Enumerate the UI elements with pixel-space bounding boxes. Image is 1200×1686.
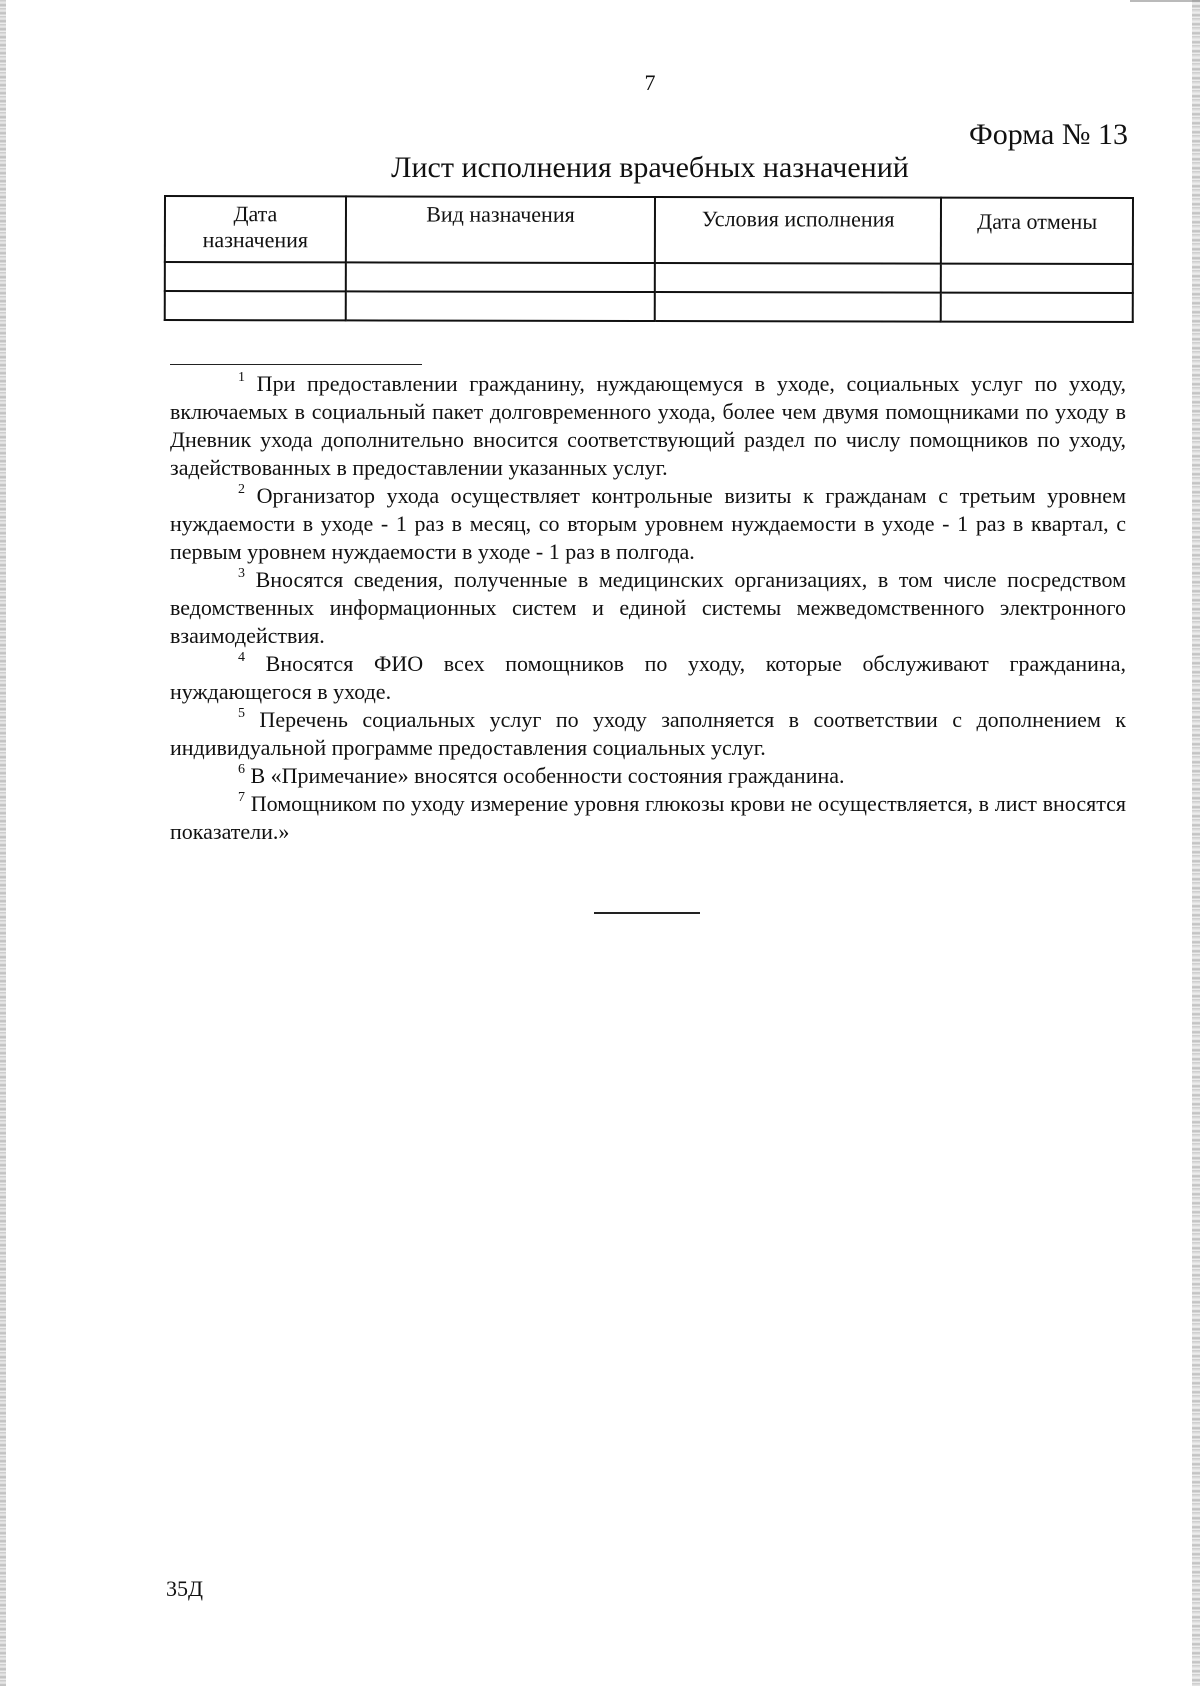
footnote-7: [170, 790, 1126, 846]
table-cell: [165, 262, 346, 291]
footnote-text: Организатор ухода осуществляет контрольные визиты к гражданам с третьим уровнем нуждаемости в уходе - 1 раз в месяц, со вторым уровнем нуждаемости в уходе - 1 раз в квартал, с первым уровнем нуждаемости в уходе - 1 раз в полгода.: [170, 483, 1126, 564]
footnote-6: [170, 762, 1126, 790]
orders-table: [164, 195, 1134, 323]
footnote-text: Вносятся ФИО всех помощников по уходу, которые обслуживают гражданина, нуждающегося в уходе.: [170, 651, 1126, 704]
scan-edge-right: [1192, 0, 1200, 1686]
end-of-document-rule: [594, 912, 700, 914]
table-cell: [346, 262, 655, 292]
table-cell: [941, 264, 1133, 293]
footnote-mark: 1: [238, 370, 245, 385]
footnote-text: Перечень социальных услуг по уходу заполняется в соответствии с дополнением к индивидуальной программе предоставления социальных услуг.: [170, 707, 1126, 760]
footnote-4: [170, 650, 1126, 706]
table-cell: [346, 291, 655, 321]
form-number: Форма № 13: [969, 118, 1128, 151]
table-cell: [655, 292, 941, 322]
footnote-text: Вносятся сведения, полученные в медицинских организациях, в том числе посредством ведомственных информационных систем и единой системы межведомственного электронного взаимодействия.: [170, 567, 1126, 648]
document-code: 35Д: [166, 1576, 204, 1601]
header-cell-conditions: Условия исполнения: [655, 197, 941, 264]
scan-edge-left: [0, 0, 6, 1686]
footnote-3: [170, 566, 1126, 650]
footnote-text: При предоставлении гражданину, нуждающемуся в уходе, социальных услуг по уходу, включаемых в социальный пакет долговременного ухода, более чем двумя помощниками по уходу в Дневник ухода дополнительно вносится соответствующий раздел по числу помощников по уходу, задействованных в предоставлении указанных услуг.: [170, 371, 1126, 480]
footnote-mark: 5: [238, 706, 245, 721]
header-cell-order-type: Вид назначения: [346, 196, 655, 263]
header-cell-date-assigned: Дата назначения: [165, 196, 346, 262]
footnote-1: [170, 370, 1126, 482]
footnote-separator: [170, 364, 422, 365]
table-cell: [655, 263, 941, 293]
page-number: 7: [644, 70, 656, 95]
table-header-row: [165, 196, 1133, 264]
table-row: [165, 262, 1133, 293]
footnote-mark: 7: [238, 790, 245, 805]
footnote-text: Помощником по уходу измерение уровня глюкозы крови не осуществляется, в лист вносятся показатели.»: [170, 791, 1126, 844]
footnote-mark: 2: [238, 482, 245, 497]
footnote-2: [170, 482, 1126, 566]
form-title: Лист исполнения врачебных назначений: [391, 151, 909, 184]
table-cell: [941, 293, 1133, 322]
footnotes: [170, 370, 1126, 846]
table-row: [165, 291, 1133, 322]
footnote-mark: 4: [238, 650, 245, 665]
table-cell: [165, 291, 346, 320]
footnote-5: [170, 706, 1126, 762]
scan-edge-top-right: [1130, 0, 1200, 12]
footnote-mark: 6: [238, 762, 245, 777]
header-cell-date-cancelled: Дата отмены: [941, 198, 1133, 264]
footnote-text: В «Примечание» вносятся особенности состояния гражданина.: [245, 763, 845, 788]
footnote-mark: 3: [238, 566, 245, 581]
